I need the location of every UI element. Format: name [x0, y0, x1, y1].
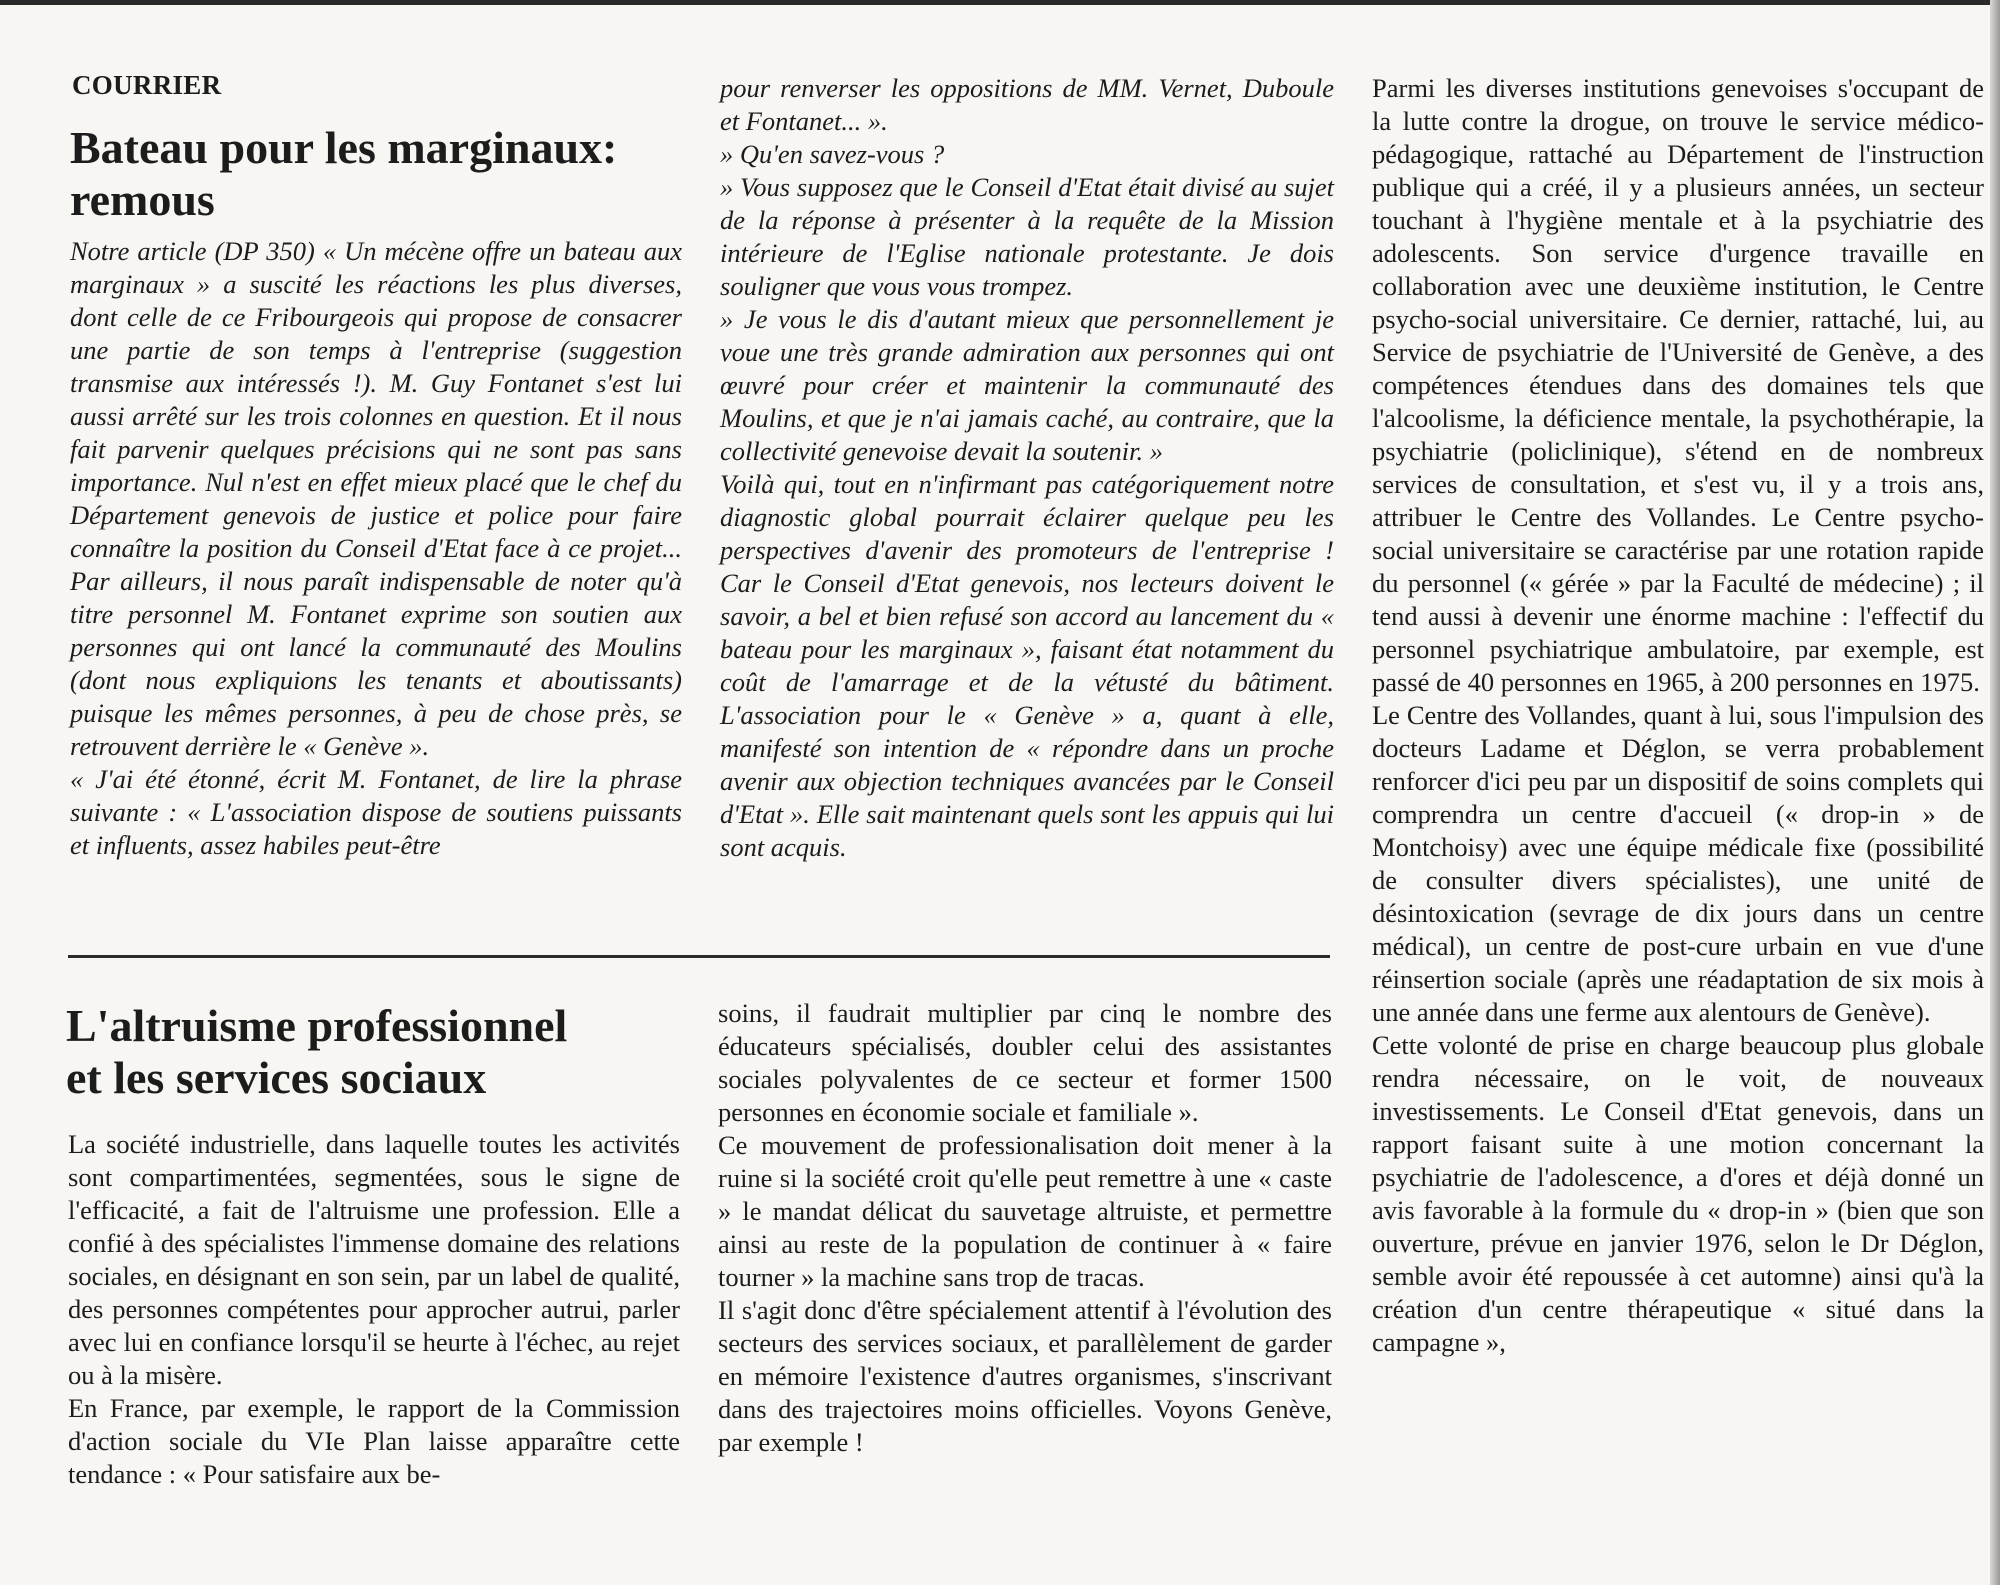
article2-title-line2: et les services sociaux: [66, 1052, 487, 1103]
article2-col2-paragraph: Ce mouvement de professionalisation doit mener à la ruine si la société croit qu'elle peut remettre à une « caste » le mandat délicat du sauvetage altruiste, et permettre ainsi au reste de la population de continuer à « faire tourner » la machine sans trop de tracas.: [718, 1130, 1332, 1292]
article1-col1-paragraph: « J'ai été étonné, écrit M. Fontanet, de lire la phrase suivante : « L'association dispose de soutiens puissants et influents, assez habiles peut-être: [70, 764, 682, 860]
article1-col1-paragraph: Notre article (DP 350) « Un mécène offre un bateau aux marginaux » a suscité les réactions les plus diverses, dont celle de ce Fribourgeois qui propose de consacrer une partie de son temps à l'entreprise (suggestion transmise aux intéressés !). M. Guy Fontanet s'est lui aussi arrêté sur les trois colonnes en question. Et il nous fait parvenir quelques précisions qui ne sont pas sans importance. Nul n'est en effet mieux placé que le chef du Département genevois de justice et police pour faire connaître la position du Conseil d'Etat face à ce projet... Par ailleurs, il nous paraît indispensable de noter qu'à titre personnel M. Fontanet exprime son soutien aux personnes qui ont lancé la communauté des Moulins (dont nous expliquions les tenants et aboutissants) puisque les mêmes personnes, à peu de chose près, se retrouvent derrière le « Genève ».: [70, 236, 682, 761]
scan-right-edge: [1990, 0, 2000, 1585]
article2-col3-paragraph: Cette volonté de prise en charge beaucoup plus globale rendra nécessaire, on le voit, de nouveaux investissements. Le Conseil d'Etat genevois, dans un rapport faisant suite à une motion concernant la psychiatrie de l'adolescence, a d'ores et déjà donné un avis favorable à la formule du « drop-in » (bien que son ouverture, prévue en janvier 1976, selon le Dr Déglon, semble avoir été repoussée à cet automne) ainsi qu'à la création d'un centre thérapeutique « situé dans la campagne »,: [1372, 1030, 1984, 1357]
article1-column-2: [720, 72, 1334, 864]
article1-col2-paragraph: Voilà qui, tout en n'infirmant pas catégoriquement notre diagnostic global pourrait éclairer quelque peu les perspectives d'avenir des promoteurs de l'entreprise ! Car le Conseil d'Etat genevois, nos lecteurs doivent le savoir, a bel et bien refusé son accord au lancement du « bateau pour les marginaux », faisant état notamment du coût de l'amarrage et de la vétusté du bâtiment. L'association pour le « Genève » a, quant à elle, manifesté son intention de « répondre dans un proche avenir aux objection techniques avancées par le Conseil d'Etat ». Elle sait maintenant quels sont les appuis qui lui sont acquis.: [720, 469, 1334, 862]
article2-col3-paragraph: Parmi les diverses institutions genevoises s'occupant de la lutte contre la drogue, on trouve le service médico-pédagogique, rattaché au Département de l'instruction publique qui a créé, il y a plusieurs années, un secteur touchant à l'hygiène mentale et à la psychiatrie des adolescents. Son service d'urgence travaille en collaboration avec une deuxième institution, le Centre psycho-social universitaire. Ce dernier, rattaché, lui, au Service de psychiatrie de l'Université de Genève, a des compétences étendues dans des domaines tels que l'alcoolisme, la déficience mentale, la psychothérapie, la psychiatrie (policlinique), s'étend en de nombreux services de consultation, et s'est vu, il y a trois ans, attribuer le Centre des Vollandes. Le Centre psycho-social universitaire se caractérise par une rotation rapide du personnel (« gérée » par la Faculté de médecine) ; il tend aussi à devenir une énorme machine : l'effectif du personnel psychiatrique ambulatoire, par exemple, est passé de 40 personnes en 1965, à 200 personnes en 1975.: [1372, 73, 1984, 697]
article2-title: [66, 1000, 567, 1104]
article2-column-2: [718, 997, 1332, 1459]
article2-col2-paragraph: soins, il faudrait multiplier par cinq le nombre des éducateurs spécialisés, doubler celui des assistantes sociales polyvalentes de ce secteur et former 1500 personnes en économie sociale et familiale ».: [718, 998, 1332, 1127]
article2-title-line1: L'altruisme professionnel: [66, 1000, 568, 1051]
article1-col2-paragraph: » Qu'en savez-vous ?: [720, 139, 945, 169]
article2-col2-paragraph: Il s'agit donc d'être spécialement attentif à l'évolution des secteurs des services sociaux, et parallèlement de garder en mémoire l'existence d'autres organismes, s'inscrivant dans des trajectoires moins officielles. Voyons Genève, par exemple !: [718, 1295, 1332, 1457]
article2-column-1: [68, 1128, 680, 1491]
article1-title-line2: remous: [70, 174, 215, 225]
article1-col2-paragraph: » Vous supposez que le Conseil d'Etat était divisé au sujet de la réponse à présenter à la requête de la Mission intérieure de l'Eglise nationale protestante. Je dois souligner que vous vous trompez.: [720, 172, 1334, 301]
article2-col3-paragraph: Le Centre des Vollandes, quant à lui, sous l'impulsion des docteurs Ladame et Déglon, se verra probablement renforcer d'ici peu par un dispositif de soins complets qui comprendra un centre d'accueil (« drop-in » de Montchoisy) avec une équipe médicale fixe (possibilité de consulter divers spécialistes), une unité de désintoxication (sevrage de dix jours dans un centre médical), un centre de post-cure urbain en vue d'une réinsertion sociale (après une réadaptation de six mois à une année dans une ferme aux alentours de Genève).: [1372, 700, 1984, 1027]
article1-col2-paragraph: » Je vous le dis d'autant mieux que personnellement je voue une très grande admiration aux personnes qui ont œuvré pour créer et maintenir la communauté des Moulins, et que je n'ai jamais caché, au contraire, que la collectivité genevoise devait la soutenir. »: [720, 304, 1334, 466]
article1-title: [70, 122, 617, 226]
article1-column-1: [70, 235, 682, 862]
section-divider: [68, 955, 1330, 958]
scan-top-edge: [0, 0, 2000, 5]
article1-title-line1: Bateau pour les marginaux:: [70, 122, 618, 173]
article2-column-3: [1372, 72, 1984, 1359]
article2-col1-paragraph: En France, par exemple, le rapport de la Commission d'action sociale du VIe Plan laisse apparaître cette tendance : « Pour satisfaire aux be-: [68, 1393, 680, 1489]
section-label: COURRIER: [72, 70, 222, 100]
article1-col2-paragraph: pour renverser les oppositions de MM. Vernet, Duboule et Fontanet... ».: [720, 73, 1334, 136]
article2-col1-paragraph: La société industrielle, dans laquelle toutes les activités sont compartimentées, segmentées, sous le signe de l'efficacité, a fait de l'altruisme une profession. Elle a confié à des spécialistes l'immense domaine des relations sociales, en désignant en son sein, par un label de qualité, des personnes compétentes pour approcher autrui, parler avec lui en confiance lorsqu'il se heurte à l'échec, au rejet ou à la misère.: [68, 1129, 680, 1390]
